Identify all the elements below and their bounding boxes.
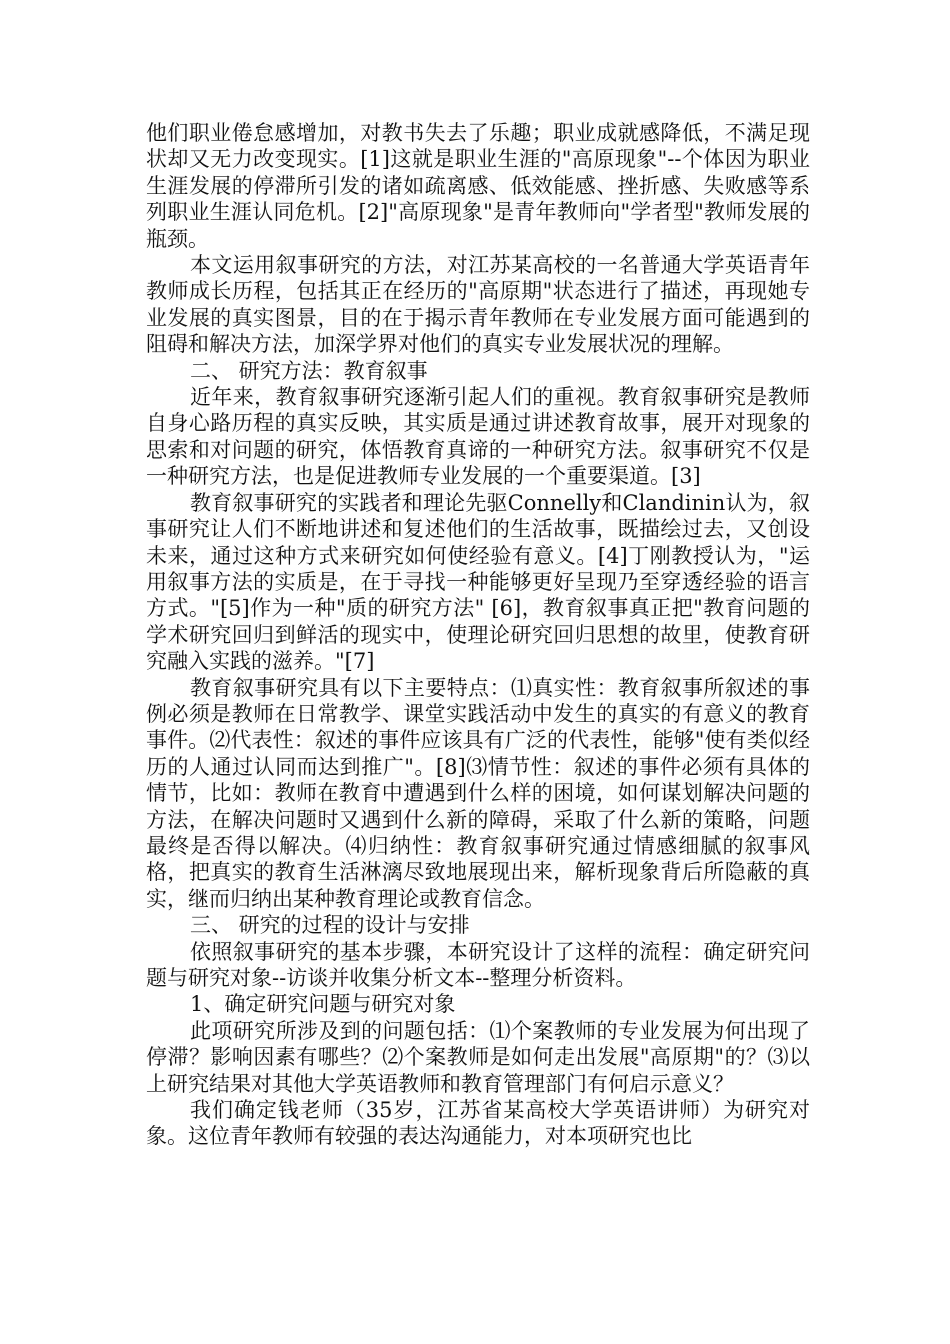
section-heading-method: 二、 研究方法：教育叙事 — [190, 358, 428, 383]
paragraph-study-purpose: 本文运用叙事研究的方法，对江苏某高校的一名普通大学英语青年教师成长历程，包括其正在经历的"高原期"状态进行了描述，再现她专业发展的真实图景，目的在于揭示青年教师在专业发展方面可能遇到的阻碍和解决方法，加深学界对他们的真实专业发展状况的理解。 — [146, 253, 810, 357]
paragraph-features: 教育叙事研究具有以下主要特点：⑴真实性：教育叙事所叙述的事例必须是教师在日常教学、课堂实践活动中发生的真实的有意义的教育事件。⑵代表性：叙述的事件应该具有广泛的代表性，能够"使有类似经历的人通过认同而达到推广"。[8]⑶情节性：叙述的事件必须有具体的情节，比如：教师在教育中遭遇到什么样的困境，如何谋划解决问题的方法，在解决问题时又遇到什么新的障碍，采取了什么新的策略，问题最终是否得以解决。⑷归纳性：教育叙事研究通过情感细腻的叙事风格，把真实的教育生活淋漓尽致地展现出来，解析现象背后所隐蔽的真实，继而归纳出某种教育理论或教育信念。 — [146, 675, 810, 911]
subsection-heading-questions: 1、确定研究问题与研究对象 — [190, 992, 456, 1017]
section-heading-process: 三、 研究的过程的设计与安排 — [190, 913, 470, 938]
paragraph-procedure: 依照叙事研究的基本步骤，本研究设计了这样的流程：确定研究问题与研究对象--访谈并收集分析文本--整理分析资料。 — [146, 939, 810, 990]
paragraph-subject: 我们确定钱老师（35岁，江苏省某高校大学英语讲师）为研究对象。这位青年教师有较强的表达沟通能力，对本项研究也比 — [146, 1098, 810, 1149]
document-body — [146, 120, 810, 1150]
paragraph-career-plateau: 他们职业倦怠感增加，对教书失去了乐趣；职业成就感降低，不满足现状却又无力改变现实。[1]这就是职业生涯的"高原现象"--个体因为职业生涯发展的停滞所引发的诸如疏离感、低效能感、挫折感、失败感等系列职业生涯认同危机。[2]"高原现象"是青年教师向"学者型"教师发展的瓶颈。 — [146, 121, 810, 251]
paragraph-narrative-research: 近年来，教育叙事研究逐渐引起人们的重视。教育叙事研究是教师自身心路历程的真实反映，其实质是通过讲述教育故事，展开对现象的思索和对问题的研究，体悟教育真谛的一种研究方法。叙事研究不仅是一种研究方法，也是促进教师专业发展的一个重要渠道。[3] — [146, 385, 810, 489]
paragraph-connelly-clandinin: 教育叙事研究的实践者和理论先驱Connelly和Clandinin认为，叙事研究让人们不断地讲述和复述他们的生活故事，既描绘过去，又创设未来，通过这种方式来研究如何使经验有意义。[4]丁刚教授认为，"运用叙事方法的实质是，在于寻找一种能够更好呈现乃至穿透经验的语言方式。"[5]作为一种"质的研究方法" [6]，教育叙事真正把"教育问题的学术研究回归到鲜活的现实中，使理论研究回归思想的故里，使教育研究融入实践的滋养。"[7] — [146, 490, 810, 674]
paragraph-questions: 此项研究所涉及到的问题包括：⑴个案教师的专业发展为何出现了停滞？影响因素有哪些？⑵个案教师是如何走出发展"高原期"的？⑶以上研究结果对其他大学英语教师和教育管理部门有何启示意义？ — [146, 1018, 810, 1096]
